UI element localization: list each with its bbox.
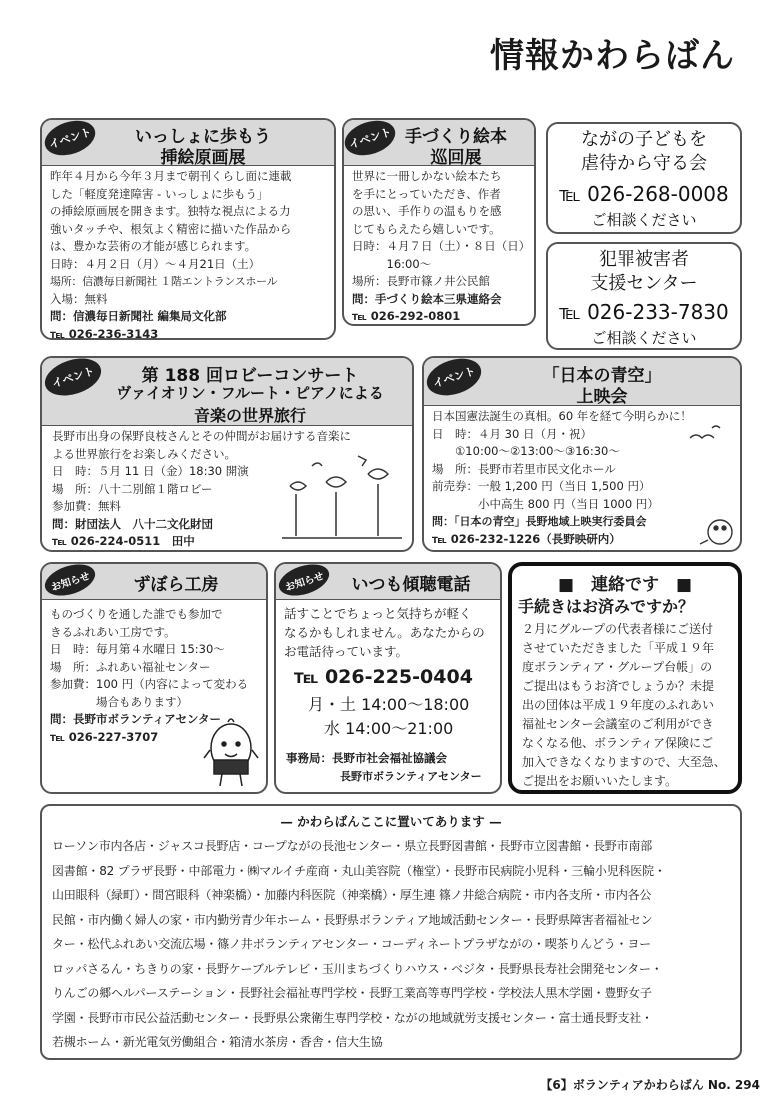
- org-name-line2: 支援センター: [590, 273, 698, 294]
- contact-line: 問：信濃毎日新聞社 編集局文化部: [50, 309, 227, 323]
- body-line: 日本国憲法誕生の真相。60 年を経て今明らかに！: [432, 409, 692, 423]
- notice-box-registration-reminder: [508, 562, 742, 794]
- phone-hours-mon-sat: 月・土 14:00〜18:00: [308, 695, 470, 714]
- musical-notes-illustration: [282, 446, 402, 546]
- org-tel: ℡ 026-268-0008: [559, 182, 729, 206]
- body-line: 入場：無料: [50, 291, 108, 306]
- bird-illustration: [684, 424, 740, 548]
- notice-title: ■ 連絡です ■: [557, 575, 693, 595]
- body-line: 前売券：一般 1,200 円（当日 1,500 円）: [432, 479, 651, 493]
- body-line: なくなる他、ボランティア保険にご: [522, 736, 714, 750]
- body-line: ご提出をお願いいたします。: [522, 774, 678, 788]
- body-line: 日 時：４月 30 日（月・祝）: [432, 426, 592, 441]
- notice-card-zubora-workshop: [40, 562, 268, 794]
- body-line: 福祉センター会議室のご利用ができ: [522, 717, 714, 731]
- body-line: きるふれあい工房です。: [50, 624, 176, 639]
- places-list: [52, 834, 738, 1055]
- card-title-line2: 上映会: [576, 387, 628, 407]
- page-title: 情報かわらばん: [490, 36, 735, 76]
- body-line: よる世界旅行をお楽しみください。: [52, 446, 236, 461]
- phone-number: ℡ 026-225-0404: [294, 666, 473, 688]
- body-line: は、豊かな芸術の才能が感じられます。: [50, 239, 257, 253]
- places-line: ローソン市内各店・ジャスコ長野店・コープながの長池センター・県立長野図書館・長野市立図書館・長野市南部: [52, 839, 653, 853]
- card-title-line3: 音楽の世界旅行: [193, 406, 306, 425]
- event-card-lobby-concert: [40, 356, 414, 552]
- event-badge: イベント: [340, 115, 399, 162]
- card-title-line2: ヴァイオリン・フルート・ピアノによる: [116, 384, 384, 402]
- places-line: 図書館・82 プラザ長野・中部電力・㈱マルイチ産商・丸山美容院（権堂）・長野市民病院小児科・三輪小児科医院・: [52, 863, 666, 878]
- places-line: 学園・長野市市民公益活動センター・長野県公衆衛生専門学校・ながの地域就労支援センター・富士通長野支社・: [52, 1010, 653, 1025]
- body-line: 16:00〜: [352, 256, 432, 271]
- body-line: の思い、手作りの温もりを感: [352, 204, 502, 218]
- tel-line: ℡ 026-292-0801: [352, 309, 461, 323]
- office-line2: 長野市ボランティアセンター: [340, 770, 482, 783]
- distribution-places-box: [40, 804, 742, 1060]
- contact-line: 問：財団法人 八十二文化財団: [52, 516, 213, 531]
- card-body: [352, 168, 534, 326]
- card-title-line2: 巡回展: [430, 148, 482, 168]
- body-line: を手にとっていただき、作者: [352, 186, 501, 201]
- body-line: お電話待っています。: [284, 644, 409, 659]
- body-line: 話すことでちょっと気持ちが軽く: [284, 606, 472, 621]
- body-line: した「軽度発達障害 - いっしょに歩もう」: [50, 186, 269, 201]
- org-name-line1: ながの子どもを: [581, 129, 707, 150]
- places-line: りんごの郷ヘルパーステーション・長野社会福祉専門学校・長野工業高等専門学校・学校法人黒木学園・豊野女子: [52, 986, 652, 1000]
- org-tel: ℡ 026-233-7830: [559, 300, 729, 324]
- body-line: ①10:00〜②13:00〜③16:30〜: [432, 444, 620, 458]
- office-line1: 事務局：長野市社会福祉協議会: [286, 751, 447, 765]
- body-line: の挿絵原画展を開きます。独特な視点による力: [50, 204, 291, 218]
- places-line: 民館・市内働く婦人の家・市内勤労青少年ホーム・長野県ボランティア地域活動センター・長野県障害者福祉セン: [52, 912, 653, 927]
- card-title-line1: いっしょに歩もう: [135, 127, 271, 147]
- body-line: 場 所：八十二別館１階ロビー: [52, 481, 213, 496]
- places-title: — かわらばんここに置いてあります —: [280, 814, 502, 829]
- body-line: 場 所：ふれあい福祉センター: [50, 659, 211, 674]
- body-line: 場所：信濃毎日新聞社 １階エントランスホール: [50, 275, 278, 288]
- body-line: 日時：４月７日（土）・８日（日）: [352, 239, 531, 253]
- places-line: ター・松代ふれあい交流広場・篠ノ井ボランティアセンター・コーディネートプラザながの・喫茶りんどう・ヨー: [52, 937, 651, 951]
- places-line: 山田眼科（緑町）・間宮眼科（神楽橋）・加藤内科医院（神楽橋）・厚生連 篠ノ井総合病院・市内各支所・市内各公: [52, 888, 652, 902]
- body-line: 日時：４月２日（月）〜４月21日（土）: [50, 256, 261, 271]
- event-badge: イベント: [422, 352, 486, 402]
- body-line: ご提出はもうお済でしょうか？未提: [522, 679, 715, 693]
- contact-line: 問：「日本の青空」長野地域上映実行委員会: [432, 515, 647, 528]
- tel-line: ℡ 026-232-1226（長野映研内）: [432, 531, 621, 546]
- body-line: ２月にグループの代表者様にご送付: [522, 622, 714, 636]
- body-line: 出の団体は平成１９年度のふれあい: [522, 698, 715, 712]
- page-footer: 【6】ボランティアかわらばん No. 294: [540, 1078, 760, 1092]
- body-line: 小中高生 800 円（当日 1000 円）: [432, 496, 659, 511]
- card-body: [284, 604, 500, 661]
- body-line: なるかもしれません。あなたからの: [284, 625, 485, 640]
- contact-card-child-protection: [546, 122, 742, 234]
- page-header: [490, 36, 752, 80]
- contact-card-crime-victim-support: [546, 242, 742, 350]
- tel-line: ℡ 026-236-3143: [50, 326, 159, 340]
- notice-badge: お知らせ: [275, 559, 333, 602]
- body-line: 参加費：無料: [52, 499, 121, 513]
- places-line: ロッパさるん・ちきりの家・長野ケーブルテレビ・玉川まちづくりハウス・ベジタ・長野県長寿社会開発センター・: [52, 961, 663, 976]
- body-line: 世界に一冊しかない絵本たち: [352, 169, 502, 183]
- notice-badge: お知らせ: [41, 559, 99, 602]
- body-line: 強いタッチや、根気よく精密に描いた作品から: [50, 221, 292, 236]
- body-line: 場所：長野市篠ノ井公民館: [352, 274, 490, 288]
- body-line: 日 時：５月 11 日（金）18:30 開演: [52, 464, 249, 478]
- body-line: 場 所：長野市若里市民文化ホール: [432, 461, 616, 476]
- card-body: [50, 168, 334, 340]
- notice-card-listening-phone: [274, 562, 502, 794]
- card-title: ずぼら工房: [133, 575, 219, 595]
- body-line: 参加費：100 円（内容によって変わる: [50, 677, 249, 691]
- phone-hours-wed: 水 14:00〜21:00: [324, 719, 454, 738]
- notice-subtitle: 手続きはお済みですか？: [518, 597, 695, 616]
- tel-line: ℡ 026-227-3707: [50, 729, 159, 744]
- org-name-line2: 虐待から守る会: [581, 153, 707, 174]
- card-title-line1: 第 188 回ロビーコンサート: [141, 366, 359, 386]
- card-title: いつも傾聴電話: [351, 575, 471, 595]
- body-line: 場合もあります）: [50, 694, 188, 709]
- body-line: 長野市出身の保野良枝さんとその仲間がお届けする音楽に: [52, 429, 351, 443]
- contact-line: 問：長野市ボランティアセンター: [50, 712, 222, 726]
- event-badge: イベント: [40, 115, 99, 162]
- event-badge: イベント: [40, 352, 106, 402]
- body-line: ものづくりを通した誰でも参加で: [50, 607, 223, 621]
- event-card-illustration-exhibit: [40, 118, 336, 340]
- body-line: じてもらえたら嬉しいです。: [352, 221, 501, 236]
- body-line: 加入できなくなりますので、大至急、: [522, 755, 726, 769]
- contact-line: 問：手づくり絵本三県連絡会: [352, 291, 502, 306]
- card-title-line1: 「日本の青空」: [542, 366, 662, 386]
- org-name-line1: 犯罪被害者: [599, 249, 689, 270]
- body-line: 度ボランティア・グループ台帳」の: [522, 660, 713, 674]
- body-line: させていただきました「平成１９年: [522, 641, 715, 655]
- card-title-line1: 手づくり絵本: [405, 127, 507, 147]
- notice-body: [522, 620, 738, 791]
- mascot-character-illustration: [200, 714, 262, 790]
- org-note: ご相談ください: [591, 329, 697, 347]
- org-note: ご相談ください: [591, 211, 697, 229]
- body-line: 昨年４月から今年３月まで朝刊くらし面に連載: [50, 169, 292, 183]
- card-title-line2: 挿絵原画展: [160, 148, 246, 168]
- tel-line: ℡ 026-224-0511 田中: [52, 534, 195, 548]
- places-line: 若槻ホーム・新光電気労働組合・箱清水茶房・香舎・信大生協: [52, 1035, 383, 1049]
- body-line: 日 時：毎月第４水曜日 15:30〜: [50, 642, 225, 656]
